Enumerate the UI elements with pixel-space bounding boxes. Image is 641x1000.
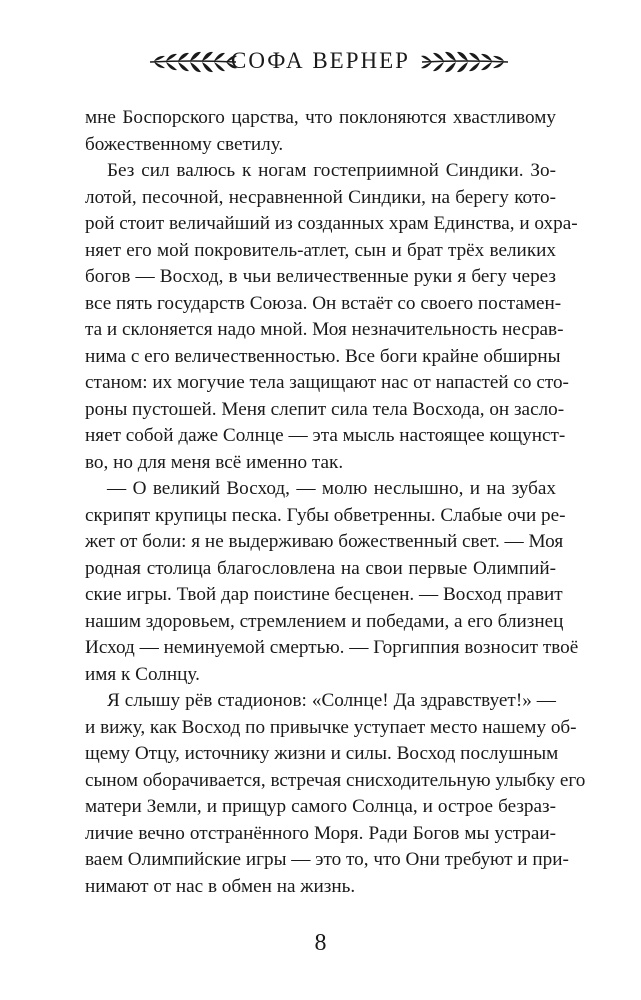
text-line: нашим здоровьем, стремлением и победами, а его близнец [85,610,564,632]
text-line: лотой, песочной, несравненной Синдики, на берегу кото- [85,186,556,208]
text-line: щему Отцу, источнику жизни и силы. Восход послушным [85,743,559,764]
text-line: станом: их могучие тела защищают нас от напастей со сто- [85,372,569,393]
text-line: божественному светилу. [85,133,284,155]
text-line: ваем Олимпийские игры — это то, что Они требуют и при- [85,849,569,870]
text-line: Я слышу рёв стадионов: «Солнце! Да здравствует!» — [107,690,556,711]
text-line: няет собой даже Солнце — эта мысль настоящее кощунст- [85,425,566,446]
text-line: богов — Восход, в чьи величественные руки я бегу через [85,266,556,287]
paragraph-1 [85,105,556,158]
text-line: скрипят крупицы песка. Губы обветренны. Слабые очи ре- [85,504,566,526]
text-line: все пять государств Союза. Он встаёт со своего постамен- [85,292,562,314]
text-line: роны пустошей. Меня слепит сила тела Восхода, он засло- [85,398,565,420]
paragraph-3 [85,476,579,688]
text-line: Без сил валюсь к ногам гостеприимной Синдики. Зо- [107,160,556,181]
text-line: няет его мой покровитель-атлет, сын и брат трёх великих [85,239,556,261]
text-line: Исход — неминуемой смертью. — Горгиппия возносит твоё [85,637,579,658]
text-line: сыном оборачивается, встречая снисходительную улыбку его [85,769,586,791]
text-line: ские игры. Твой дар поистине бесценен. — Восход правит [85,584,563,605]
paragraph-4 [85,688,586,900]
text-line: и вижу, как Восход по привычке уступает место нашему об- [85,716,577,738]
text-line: личие вечно отстранённого Моря. Ради Богов мы устраи- [85,822,556,844]
laurel-right-icon [420,48,512,76]
text-line: нима с его величественностью. Все боги крайне обширны [85,345,561,367]
body-text [85,105,586,900]
text-line: родная столица благословлена на свои первые Олимпий- [85,557,556,579]
text-line: — О великий Восход, — молю неслышно, и на зубах [107,478,556,499]
text-line: мне Боспорского царства, что поклоняются хвастливому [85,107,556,128]
text-line: та и склоняется надо мной. Моя незначительность несрав- [85,319,564,340]
text-line: матери Земли, и прищур самого Солнца, и острое безраз- [85,796,556,817]
text-line: имя к Солнцу. [85,663,200,685]
running-header [0,44,641,80]
header-title: СОФА ВЕРНЕР [231,48,410,73]
page-number: 8 [314,930,327,956]
paragraph-2 [85,158,578,476]
text-line: во, но для меня всё именно так. [85,451,344,473]
text-line: нимают от нас в обмен на жизнь. [85,875,356,897]
text-line: рой стоит величайший из созданных храм Единства, и охра- [85,213,578,234]
text-line: жет от боли: я не выдерживаю божественный свет. — Моя [85,531,564,552]
